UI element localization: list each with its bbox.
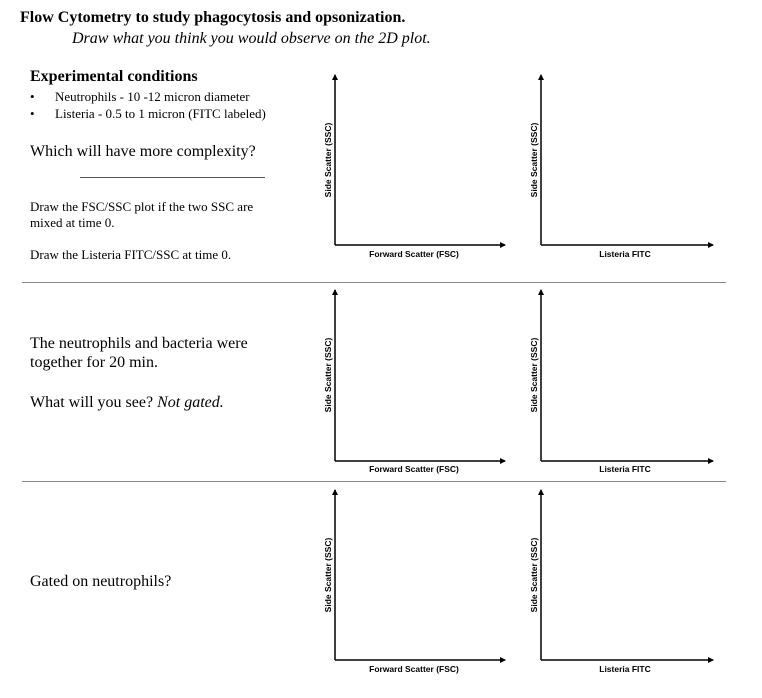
fsc-instruction-line1: Draw the FSC/SSC plot if the two SSC are <box>30 199 254 214</box>
fitc-instruction: Draw the Listeria FITC/SSC at time 0. <box>30 247 232 262</box>
fsc-instruction-line2: mixed at time 0. <box>30 215 115 230</box>
complexity-question: Which will have more complexity? <box>30 143 256 160</box>
x-axis-label-fitc: Listeria FITC <box>599 464 651 474</box>
x-axis-label-fitc: Listeria FITC <box>599 249 651 259</box>
gated-question: Gated on neutrophils? <box>30 573 172 590</box>
y-axis-label: Side Scatter (SSC) <box>323 337 333 413</box>
not-gated-emphasis: Not gated. <box>157 394 224 411</box>
x-axis-label-fitc: Listeria FITC <box>599 664 651 674</box>
bullet-listeria <box>30 106 310 122</box>
plot-fitc-ssc-time0[interactable] <box>541 75 713 245</box>
x-axis-label-fsc: Forward Scatter (FSC) <box>369 249 459 259</box>
plot-fsc-ssc-gated[interactable] <box>335 490 505 660</box>
plot-fsc-ssc-20min[interactable] <box>335 290 505 461</box>
y-axis-label: Side Scatter (SSC) <box>529 337 539 413</box>
y-axis-label: Side Scatter (SSC) <box>529 537 539 613</box>
worksheet-subtitle: Draw what you think you would observe on the 2D plot. <box>72 30 431 47</box>
y-axis-label: Side Scatter (SSC) <box>529 122 539 198</box>
what-see-question <box>30 394 224 412</box>
x-axis-label-fsc: Forward Scatter (FSC) <box>369 664 459 674</box>
worksheet-title: Flow Cytometry to study phagocytosis and opsonization. <box>20 9 406 26</box>
bullet-text: Listeria - 0.5 to 1 micron (FITC labeled) <box>55 106 266 121</box>
answer-blank-line[interactable] <box>80 177 265 178</box>
section-divider <box>22 481 726 482</box>
y-axis-label: Side Scatter (SSC) <box>323 122 333 198</box>
plot-fitc-ssc-gated[interactable] <box>541 490 713 660</box>
bullet-text: Neutrophils - 10 -12 micron diameter <box>55 89 250 104</box>
bullet-icon: • <box>30 106 35 121</box>
bullet-icon: • <box>30 89 35 104</box>
plot-fsc-ssc-time0[interactable] <box>335 75 505 245</box>
bullet-neutrophils <box>30 89 310 105</box>
experimental-conditions-heading: Experimental conditions <box>30 68 198 85</box>
plot-fitc-ssc-20min[interactable] <box>541 290 713 461</box>
section-divider <box>22 282 726 283</box>
y-axis-label: Side Scatter (SSC) <box>323 537 333 613</box>
incubation-line2: together for 20 min. <box>30 354 158 371</box>
what-see-text: What will you see? <box>30 394 154 411</box>
incubation-line1: The neutrophils and bacteria were <box>30 335 248 352</box>
x-axis-label-fsc: Forward Scatter (FSC) <box>369 464 459 474</box>
